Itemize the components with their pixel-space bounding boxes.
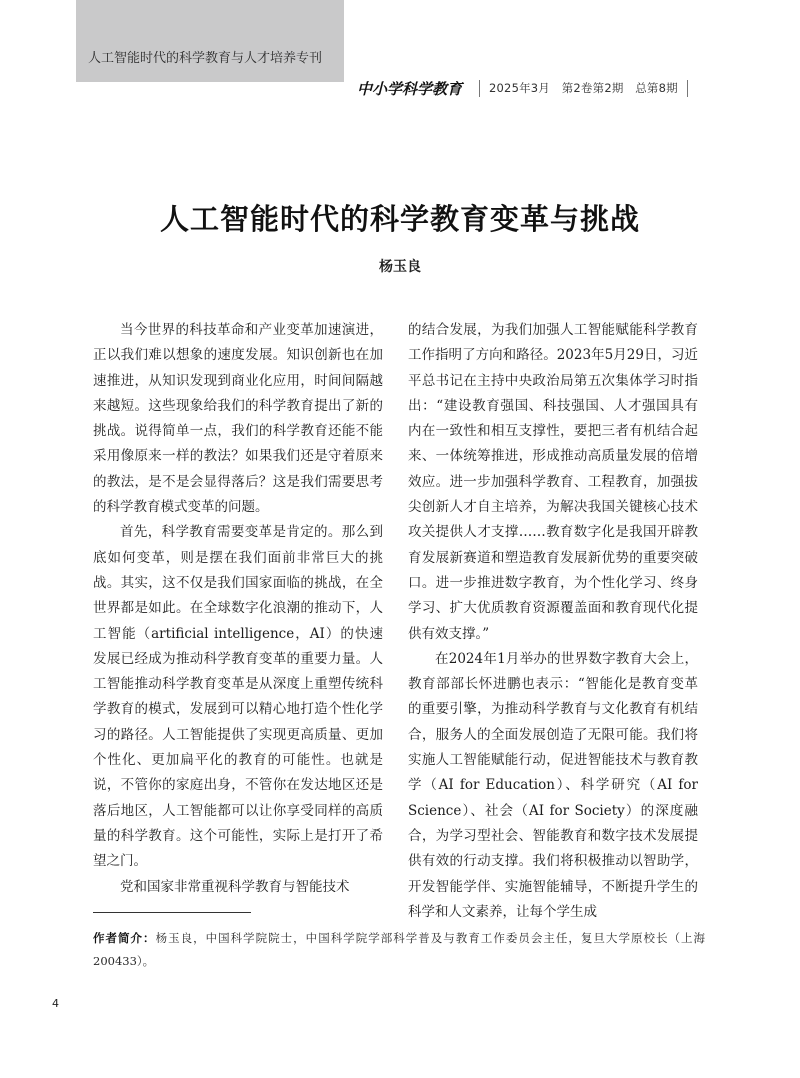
masthead-divider (479, 80, 480, 97)
body-paragraph: 在2024年1月举办的世界数字教育大会上，教育部部长怀进鹏也表示：“智能化是教育变革的重要引擎，为推动科学教育与文化教育有机结合，服务人的全面发展创造了无限可能。我们将实施人工智能赋能行动，促进智能技术与教育教学（AI for Education）、科学研究（AI for Science）、社会（AI for Society）的深度融合，为学习型社会、智能教育和数字技术发展提供有效的行动支撑。我们将积极推动以智助学，开发智能学伴、实施智能辅导，不断提升学生的科学和人文素养，让每个学生成 (408, 650, 698, 920)
author-bio-label: 作者简介： (93, 931, 156, 945)
article-title: 人工智能时代的科学教育变革与挑战 (159, 202, 640, 236)
author-bio-footnote (93, 927, 717, 973)
body-column-right (408, 318, 698, 925)
page-number: 4 (52, 997, 59, 1010)
masthead-divider-end (687, 80, 688, 97)
author-bio-text: 杨玉良，中国科学院院士，中国科学院学部科学普及与教育工作委员会主任，复旦大学原校长（上海 200433）。 (93, 931, 717, 968)
journal-masthead (357, 78, 697, 98)
body-paragraph: 首先，科学教育需要变革是肯定的。那么到底如何变革，则是摆在我们面前非常巨大的挑战。其实，这不仅是我们国家面临的挑战，在全世界都是如此。在全球数字化浪潮的推动下，人工智能（artificial intelligence，AI）的快速发展已经成为推动科学教育变革的重要力量。人工智能推动科学教育变革是从深度上重塑传统科学教育的模式，发展到可以精心地打造个性化学习的路径。人工智能提供了实现更高质量、更加个性化、更加扁平化的教育的可能性。也就是说，不管你的家庭出身，不管你在发达地区还是落后地区，人工智能都可以让你享受同样的高质量的科学教育。这个可能性，实际上是打开了希望之门。 (93, 524, 383, 870)
journal-logo: 中小学科学教育 (357, 79, 463, 98)
issue-info: 2025年3月 第2卷第2期 总第8期 (489, 81, 678, 95)
series-title: 人工智能时代的科学教育与人才培养专刊 (88, 51, 323, 66)
footnote-divider (93, 912, 251, 913)
series-banner (76, 0, 344, 82)
article-author: 杨玉良 (379, 259, 421, 275)
body-paragraph: 当今世界的科技革命和产业变革加速演进，正以我们难以想象的速度发展。知识创新也在加速推进，从知识发现到商业化应用，时间间隔越来越短。这些现象给我们的科学教育提出了新的挑战。说得简单一点，我们的科学教育还能不能采用像原来一样的教法？如果我们还是守着原来的教法，是不是会显得落后？这是我们需要思考的科学教育模式变革的问题。 (93, 322, 383, 516)
body-column-left (93, 318, 383, 900)
body-paragraph: 党和国家非常重视科学教育与智能技术 (120, 878, 350, 895)
body-paragraph-continued: 的结合发展，为我们加强人工智能赋能科学教育工作指明了方向和路径。2023年5月29日，习近平总书记在主持中央政治局第五次集体学习时指出：“建设教育强国、科技强国、人才强国具有内在一致性和相互支撑性，要把三者有机结合起来、一体统筹推进，形成推动高质量发展的倍增效应。进一步加强科学教育、工程教育，加强拔尖创新人才自主培养，为解决我国关键核心技术攻关提供人才支撑……教育数字化是我国开辟教育发展新赛道和塑造教育发展新优势的重要突破口。进一步推进数字教育，为个性化学习、终身学习、扩大优质教育资源覆盖面和教育现代化提供有效支撑。” (408, 322, 698, 642)
